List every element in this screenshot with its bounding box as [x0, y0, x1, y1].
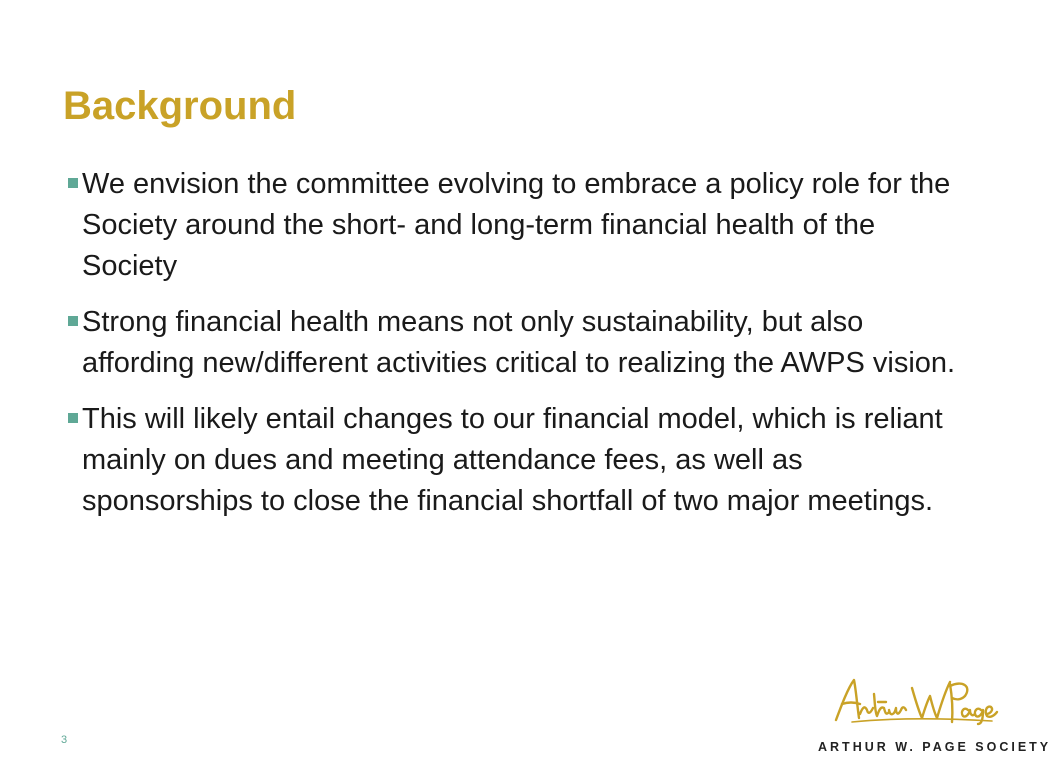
logo-wordmark: ARTHUR W. PAGE SOCIETY	[818, 740, 1051, 754]
square-bullet-icon	[68, 178, 78, 188]
square-bullet-icon	[68, 413, 78, 423]
arthur-w-page-society-logo	[818, 674, 1051, 758]
bullet-text: Strong financial health means not only sustainability, but also affording new/different activities critical to realizing the AWPS vision.	[82, 306, 956, 379]
signature-logo-icon	[832, 674, 1000, 726]
bullet-item	[60, 302, 975, 384]
bullet-text: We envision the committee evolving to embrace a policy role for the Society around the short- and long-term financial health of the Society	[82, 168, 951, 282]
bullet-item	[60, 164, 975, 287]
square-bullet-icon	[68, 316, 78, 326]
slide-title: Background	[63, 84, 297, 128]
bullet-item	[60, 399, 975, 522]
bullet-text: This will likely entail changes to our financial model, which is reliant mainly on dues and meeting attendance fees, as well as sponsorships to close the financial shortfall of two major meetings.	[82, 403, 943, 517]
bullet-list	[60, 164, 975, 537]
page-number: 3	[61, 734, 68, 746]
